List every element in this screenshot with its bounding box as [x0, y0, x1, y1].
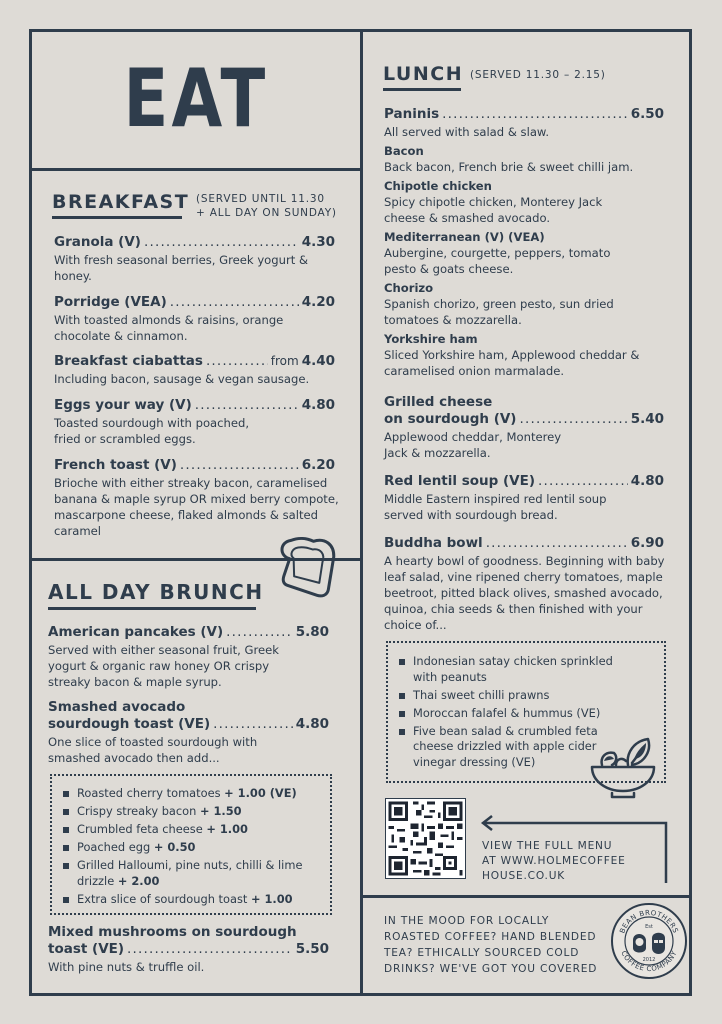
menu-item-porridge — [54, 294, 335, 344]
full-menu-link[interactable] — [482, 839, 626, 884]
variant-name: Mediterranean (V) (VEA) — [384, 230, 545, 244]
panini-variant-mediterranean — [384, 230, 664, 277]
addon-text: Poached egg — [77, 840, 154, 854]
addon-price: + 1.50 — [199, 804, 242, 818]
item-description: Served with either seasonal fruit, Greek yogurt & organic raw honey OR crispy streaky bacon & maple syrup. — [48, 643, 279, 689]
menu-item-american-pancakes — [48, 624, 329, 690]
variant-description: Back bacon, French brie & sweet chilli jam. — [384, 160, 634, 174]
item-price: 6.50 — [630, 106, 664, 122]
addon-item — [62, 840, 320, 856]
item-price: 4.40 — [301, 353, 335, 369]
panini-variant-chipotle-chicken — [384, 179, 664, 226]
item-name: Porridge (VEA) — [54, 294, 167, 310]
lunch-heading: LUNCH — [383, 63, 464, 85]
addon-price: + 2.00 — [117, 873, 160, 888]
addon-item — [62, 804, 320, 820]
item-name: American pancakes (V) — [48, 624, 224, 640]
toast-icon — [277, 532, 343, 602]
item-description: Brioche with either streaky bacon, caramelised banana & maple syrup OR mixed berry compote, mascarpone cheese, flaked almonds & salted caramel — [54, 476, 339, 538]
addon-text: Crispy streaky bacon — [77, 804, 200, 818]
item-price: 6.20 — [301, 457, 335, 473]
logo-top-text: BEAN BROTHERS — [618, 908, 680, 935]
addon-price: + 1.00 — [250, 891, 293, 906]
bean-brothers-logo — [610, 902, 688, 980]
menu-link-line2[interactable]: AT WWW.HOLMECOFFEE — [482, 855, 626, 867]
item-name: Paninis — [384, 106, 440, 122]
item-description: A hearty bowl of goodness. Beginning with baby leaf salad, vine ripened cherry tomatoes, maple beetroot, pitted black olives, smashed avocado, quinoa, chia seeds & then finished with your choice of... — [384, 554, 665, 632]
menu-item-granola — [54, 234, 335, 284]
logo-bottom-text: COFFEE COMPANY — [619, 949, 679, 974]
menu-item-buddha-bowl — [384, 535, 664, 633]
item-description: Middle Eastern inspired red lentil soup served with sourdough bread. — [384, 492, 607, 522]
item-price: 6.90 — [630, 535, 664, 551]
item-description: With pine nuts & truffle oil. — [48, 960, 205, 974]
item-description: With toasted almonds & raisins, orange chocolate & cinnamon. — [54, 313, 284, 343]
breakfast-note — [196, 192, 337, 220]
item-name: Granola (V) — [54, 234, 141, 250]
logo-year: 2012 — [642, 957, 656, 963]
addon-item — [62, 858, 320, 889]
option-item: Moroccan falafel & hummus (VE) — [398, 706, 618, 722]
item-name: Buddha bowl — [384, 535, 483, 551]
addon-text: Roasted cherry tomatoes — [77, 786, 225, 800]
eat-divider — [29, 168, 363, 171]
menu-item-eggs-your-way — [54, 397, 335, 447]
brunch-underline — [48, 607, 256, 610]
item-description: All served with salad & slaw. — [384, 125, 550, 139]
item-price: 5.80 — [295, 624, 329, 640]
footer-line4: DRINKS? WE'VE GOT YOU COVERED — [384, 963, 598, 975]
qr-code[interactable] — [385, 798, 466, 879]
item-description: One slice of toasted sourdough with smashed avocado then add... — [48, 735, 258, 765]
lunch-note: (SERVED 11.30 – 2.15) — [470, 69, 606, 81]
footer-line2: ROASTED COFFEE? HAND BLENDED — [384, 931, 597, 943]
variant-description: Aubergine, courgette, peppers, tomato pesto & goats cheese. — [384, 246, 611, 276]
item-price: 4.80 — [630, 473, 664, 489]
addon-item — [62, 822, 320, 838]
panini-variant-chorizo — [384, 281, 664, 328]
menu-item-red-lentil-soup — [384, 473, 664, 523]
item-price: 4.80 — [295, 716, 329, 732]
addon-text: Grilled Halloumi, pine nuts, chilli & lime drizzle — [77, 858, 303, 888]
item-name: Red lentil soup (VE) — [384, 473, 536, 489]
menu-item-paninis — [384, 106, 664, 379]
breakfast-heading: BREAKFAST — [52, 191, 190, 213]
footer-line1: IN THE MOOD FOR LOCALLY — [384, 915, 550, 927]
menu-item-grilled-cheese — [384, 394, 664, 461]
addons-list — [62, 786, 320, 907]
panini-variant-yorkshire-ham — [384, 332, 664, 379]
menu-item-mixed-mushrooms — [48, 924, 329, 975]
addon-text: Crumbled feta cheese — [77, 822, 207, 836]
item-name: Eggs your way (V) — [54, 397, 192, 413]
addon-text: Extra slice of sourdough toast — [77, 891, 251, 906]
eat-title: EAT — [123, 52, 269, 145]
option-item: Five bean salad & crumbled feta cheese drizzled with apple cider vinegar dressing (VE) — [398, 724, 618, 771]
option-item: Thai sweet chilli prawns — [398, 688, 618, 704]
menu-item-breakfast-ciabattas — [54, 353, 335, 387]
breakfast-note-line1: (SERVED UNTIL 11.30 — [196, 193, 325, 205]
panini-variant-bacon — [384, 144, 664, 175]
option-item: Indonesian satay chicken sprinkled with peanuts — [398, 654, 618, 685]
menu-link-line3[interactable]: HOUSE.CO.UK — [482, 870, 566, 882]
column-divider — [360, 29, 363, 996]
menu-link-line1[interactable]: VIEW THE FULL MENU — [482, 840, 613, 852]
item-description: Toasted sourdough with poached, fried or scrambled eggs. — [54, 416, 250, 446]
footer-text — [384, 913, 597, 977]
menu-item-smashed-avocado — [48, 699, 329, 766]
item-name: Breakfast ciabattas — [54, 353, 203, 369]
variant-name: Chorizo — [384, 281, 434, 295]
addon-price: + 1.00 — [206, 822, 248, 836]
item-description: Including bacon, sausage & vegan sausage. — [54, 372, 310, 386]
addon-price: + 0.50 — [153, 840, 196, 854]
buddha-options-list — [398, 654, 618, 770]
item-price: 4.20 — [301, 294, 335, 310]
item-price: 4.80 — [301, 397, 335, 413]
lunch-underline — [383, 88, 461, 91]
item-name: French toast (V) — [54, 457, 177, 473]
item-description: With fresh seasonal berries, Greek yogurt & honey. — [54, 253, 309, 283]
variant-name: Bacon — [384, 144, 424, 158]
avocado-addons-box — [50, 774, 332, 915]
item-price: 4.30 — [301, 234, 335, 250]
item-price: 5.50 — [295, 941, 329, 957]
footer-line3: TEA? ETHICALLY SOURCED COLD — [384, 947, 580, 959]
variant-name: Chipotle chicken — [384, 179, 492, 193]
salad-bowl-icon — [588, 735, 660, 801]
variant-description: Sliced Yorkshire ham, Applewood cheddar & caramelised onion marmalade. — [384, 348, 640, 378]
item-name-line1: Grilled cheese — [384, 394, 493, 410]
lunch-divider — [360, 895, 692, 898]
item-description: Applewood cheddar, Monterey Jack & mozzarella. — [384, 430, 562, 460]
breakfast-note-line2: + ALL DAY ON SUNDAY) — [196, 207, 337, 219]
item-name-line1: Mixed mushrooms on sourdough — [48, 924, 297, 940]
item-name: sourdough toast (VE) — [48, 716, 211, 732]
logo-est: Est — [645, 924, 653, 930]
menu-item-french-toast — [54, 457, 339, 539]
addon-item — [62, 892, 320, 908]
addon-item — [62, 786, 320, 802]
item-name-line1: Smashed avocado — [48, 699, 186, 715]
addon-price: + 1.00 (VE) — [224, 786, 297, 800]
item-price: 5.40 — [630, 411, 664, 427]
item-name: on sourdough (V) — [384, 411, 517, 427]
price-prefix: from — [270, 354, 299, 368]
breakfast-underline — [52, 216, 182, 219]
variant-description: Spicy chipotle chicken, Monterey Jack cheese & smashed avocado. — [384, 195, 603, 225]
item-name: toast (VE) — [48, 941, 125, 957]
brunch-heading: ALL DAY BRUNCH — [48, 580, 264, 604]
variant-name: Yorkshire ham — [384, 332, 478, 346]
variant-description: Spanish chorizo, green pesto, sun dried tomatoes & mozzarella. — [384, 297, 614, 327]
